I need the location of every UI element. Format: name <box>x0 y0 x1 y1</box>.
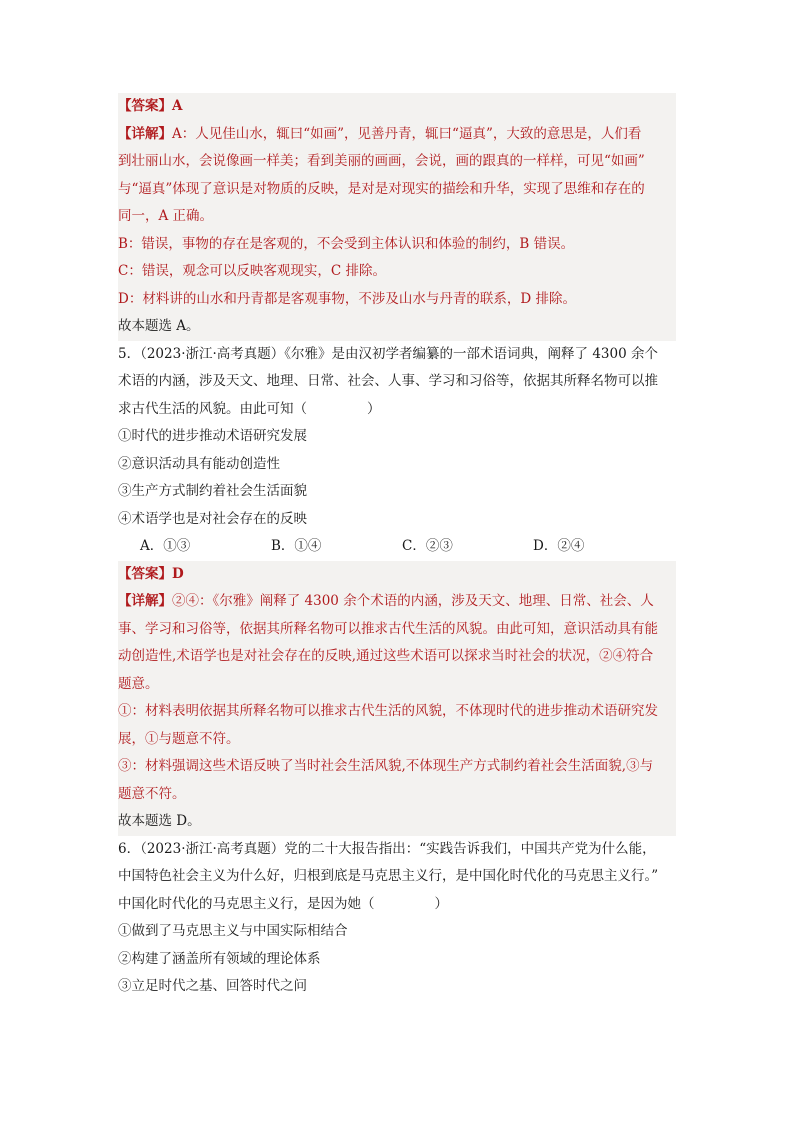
answer-block-q4 <box>118 93 676 341</box>
statement-1-analysis-line-2: 展，①与题意不符。 <box>118 730 240 747</box>
detail-line-2: 事、学习和习俗等，依据其所释名物可以推求古代生活的风貌。由此可知，意识活动具有能 <box>118 620 658 637</box>
statement-3: ③立足时代之基、回答时代之问 <box>118 978 307 994</box>
answer-value: D <box>172 565 184 582</box>
option-a: A．①③ <box>140 538 191 554</box>
answer-line <box>118 561 676 589</box>
statement-4: ④术语学也是对社会存在的反映 <box>118 510 307 527</box>
question-stem-close: ） <box>367 400 381 417</box>
question-stem-line-3 <box>118 396 676 424</box>
detail-line-3: 动创造性,术语学也是对社会存在的反映,通过这些术语可以探求当时社会的状况，②④符合 <box>118 648 654 664</box>
detail-line-1 <box>118 588 676 616</box>
statement-2: ②构建了涵盖所有领域的理论体系 <box>118 950 321 967</box>
answer-line <box>118 93 676 121</box>
detail-tag: 【详解】 <box>118 593 172 609</box>
detail-line-4: 题意。 <box>118 675 159 692</box>
detail-text: A：人见佳山水，辄曰“如画”，见善丹青，辄曰“逼真”，大致的意思是，人们看 <box>172 125 642 142</box>
question-stem-line-2: 术语的内涵，涉及天文、地理、日常、社会、人事、学习和习俗等，依据其所释名物可以推 <box>118 373 658 389</box>
answer-block-q5 <box>118 561 676 836</box>
answer-tag: 【答案】 <box>118 565 172 582</box>
detail-line-3: 与“逼真”体现了意识是对物质的反映，是对是对现实的描绘和升华，实现了思维和存在的 <box>118 180 645 197</box>
option-d: D．②④ <box>533 538 585 554</box>
detail-line-1 <box>118 121 676 149</box>
statement-1: ①时代的进步推动术语研究发展 <box>118 428 307 444</box>
answer-tag: 【答案】 <box>118 98 172 114</box>
statement-3-analysis-line-1: ③：材料强调这些术语反映了当时社会生活风貌,不体现生产方式制约着社会生活面貌,③与 <box>118 758 654 774</box>
question-stem-line-1: 6．（2023·浙江·高考真题）党的二十大报告指出：“实践告诉我们，中国共产党为什么能， <box>118 840 656 857</box>
detail-tag: 【详解】 <box>118 125 172 142</box>
statement-3: ③生产方式制约着社会生活面貌 <box>118 483 307 499</box>
conclusion: 故本题选 D。 <box>118 813 201 829</box>
question-stem-text: 求古代生活的风貌。由此可知（ <box>118 400 307 417</box>
statement-3-analysis-line-2: 题意不符。 <box>118 785 186 802</box>
question-stem-close: ） <box>434 895 448 912</box>
conclusion: 故本题选 A。 <box>118 318 200 334</box>
option-b-analysis: B：错误，事物的存在是客观的，不会受到主体认识和体验的制约，B 错误。 <box>118 235 575 252</box>
option-c-analysis: C：错误，观念可以反映客观现实，C 排除。 <box>118 263 386 279</box>
question-stem-line-1: 5．（2023·浙江·高考真题）《尔雅》是由汉初学者编纂的一部术语词典，阐释了 4300 余个 <box>118 345 658 362</box>
statement-1: ①做到了马克思主义与中国实际相结合 <box>118 923 348 939</box>
question-5 <box>118 341 676 561</box>
question-stem-line-2: 中国特色社会主义为什么好，归根到底是马克思主义行，是中国化时代化的马克思主义行。” <box>118 868 659 884</box>
question-stem-text: 中国化时代化的马克思主义行，是因为她（ <box>118 895 375 912</box>
statement-2: ②意识活动具有能动创造性 <box>118 455 280 472</box>
statement-1-analysis-line-1: ①：材料表明依据其所释名物可以推求古代生活的风貌，不体现时代的进步推动术语研究发 <box>118 703 658 719</box>
detail-text: ②④：《尔雅》阐释了 4300 余个术语的内涵，涉及天文、地理、日常、社会、人 <box>172 593 654 609</box>
option-b: B．①④ <box>271 538 322 554</box>
question-stem-line-3 <box>118 891 676 919</box>
options-row <box>118 533 676 561</box>
document-page <box>118 93 676 1001</box>
detail-line-4: 同一，A 正确。 <box>118 208 214 224</box>
detail-line-2: 到壮丽山水，会说像画一样美；看到美丽的画画，会说，画的跟真的一样样，可见“如画” <box>118 153 645 169</box>
option-c: C．②③ <box>402 538 453 554</box>
answer-value: A <box>172 98 183 114</box>
question-6 <box>118 836 676 1001</box>
option-d-analysis: D：材料讲的山水和丹青都是客观事物，不涉及山水与丹青的联系，D 排除。 <box>118 290 576 307</box>
